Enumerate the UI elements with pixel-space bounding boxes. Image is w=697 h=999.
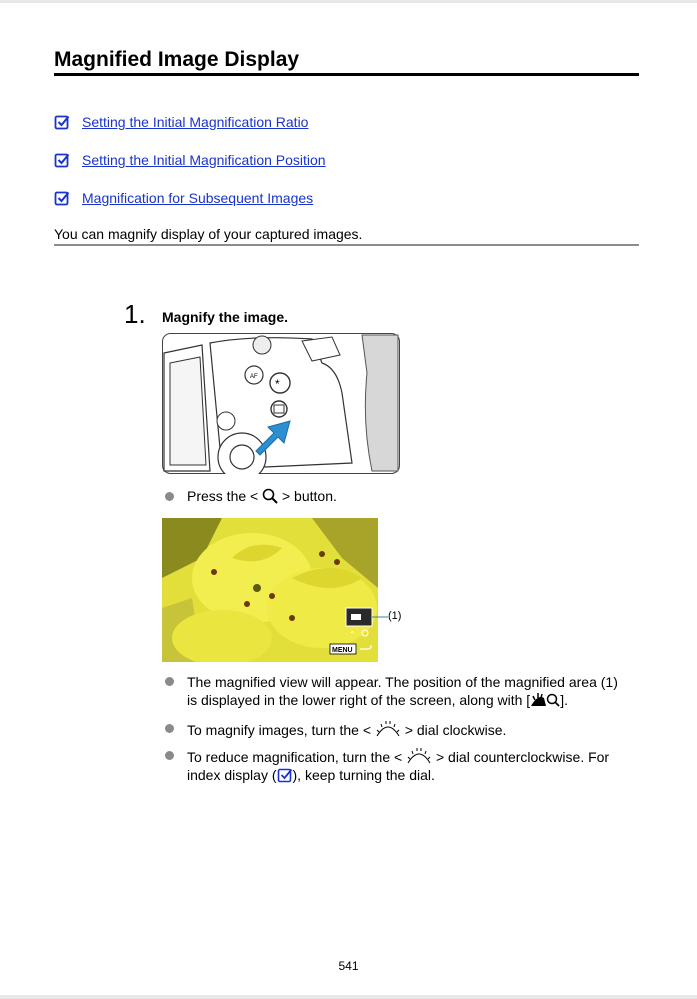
bullet-text: Press the <	[187, 488, 259, 504]
bullet-text: > button.	[281, 488, 337, 504]
intro-text: You can magnify display of your captured images.	[54, 226, 363, 242]
bullet-dot	[165, 492, 174, 501]
bullet-dot	[165, 677, 174, 686]
bullet-text: ), keep turning the dial.	[292, 767, 435, 783]
main-dial-icon	[375, 720, 401, 738]
bullet-text: To magnify images, turn the <	[187, 722, 372, 738]
bullet-text: > dial counterclockwise. For	[435, 749, 610, 765]
svg-text:⌃: ⌃	[349, 630, 356, 639]
bullet-zoom-in	[187, 720, 642, 739]
camera-illustration	[162, 333, 400, 474]
menu-label: MENU	[332, 647, 353, 654]
title-rule	[54, 73, 639, 76]
page-top-edge	[0, 0, 697, 3]
step-number: 1.	[124, 299, 146, 329]
svg-text:*: *	[275, 377, 280, 391]
index-display-link-icon[interactable]	[277, 767, 293, 783]
magnified-view-screen	[162, 518, 378, 662]
toc-link-label: Magnification for Subsequent Images	[82, 190, 314, 206]
page-title: Magnified Image Display	[54, 48, 300, 71]
intro-rule	[54, 244, 639, 246]
toc-link-initial-position[interactable]	[54, 152, 326, 168]
bullet-press-button	[187, 487, 642, 505]
toc-link-initial-ratio[interactable]	[54, 114, 308, 130]
callout-line	[372, 614, 388, 620]
bullet-dot	[165, 751, 174, 760]
callout-label: (1)	[388, 610, 402, 622]
page-bottom-edge	[0, 995, 697, 999]
checkbox-link-icon	[54, 190, 70, 206]
page-number: 541	[338, 959, 359, 973]
bullet-text: The magnified view will appear. The position of the magnified area (1)	[187, 674, 618, 690]
bullet-text: is displayed in the lower right of the screen, along with [	[187, 692, 531, 708]
bullet-text: ].	[560, 692, 568, 708]
step-title: Magnify the image.	[162, 309, 289, 325]
bullet-text: index display (	[187, 767, 277, 783]
toc-link-label: Setting the Initial Magnification Ratio	[82, 114, 309, 130]
checkbox-link-icon	[54, 114, 70, 130]
bullet-zoom-out	[187, 747, 642, 784]
magnify-icon	[262, 488, 278, 504]
magnified-area-position	[351, 614, 361, 620]
svg-text:AF: AF	[250, 374, 258, 380]
main-dial-icon	[406, 747, 432, 765]
toc-link-subsequent-images[interactable]	[54, 190, 313, 206]
bullet-dot	[165, 724, 174, 733]
lily-photo	[162, 518, 378, 662]
toc-link-label: Setting the Initial Magnification Position	[82, 152, 326, 168]
magnified-area-indicator-icon	[530, 692, 560, 708]
bullet-magnified-view	[187, 673, 642, 709]
bullet-text: > dial clockwise.	[404, 722, 507, 738]
checkbox-link-icon	[54, 152, 70, 168]
bullet-text: To reduce magnification, turn the <	[187, 749, 403, 765]
